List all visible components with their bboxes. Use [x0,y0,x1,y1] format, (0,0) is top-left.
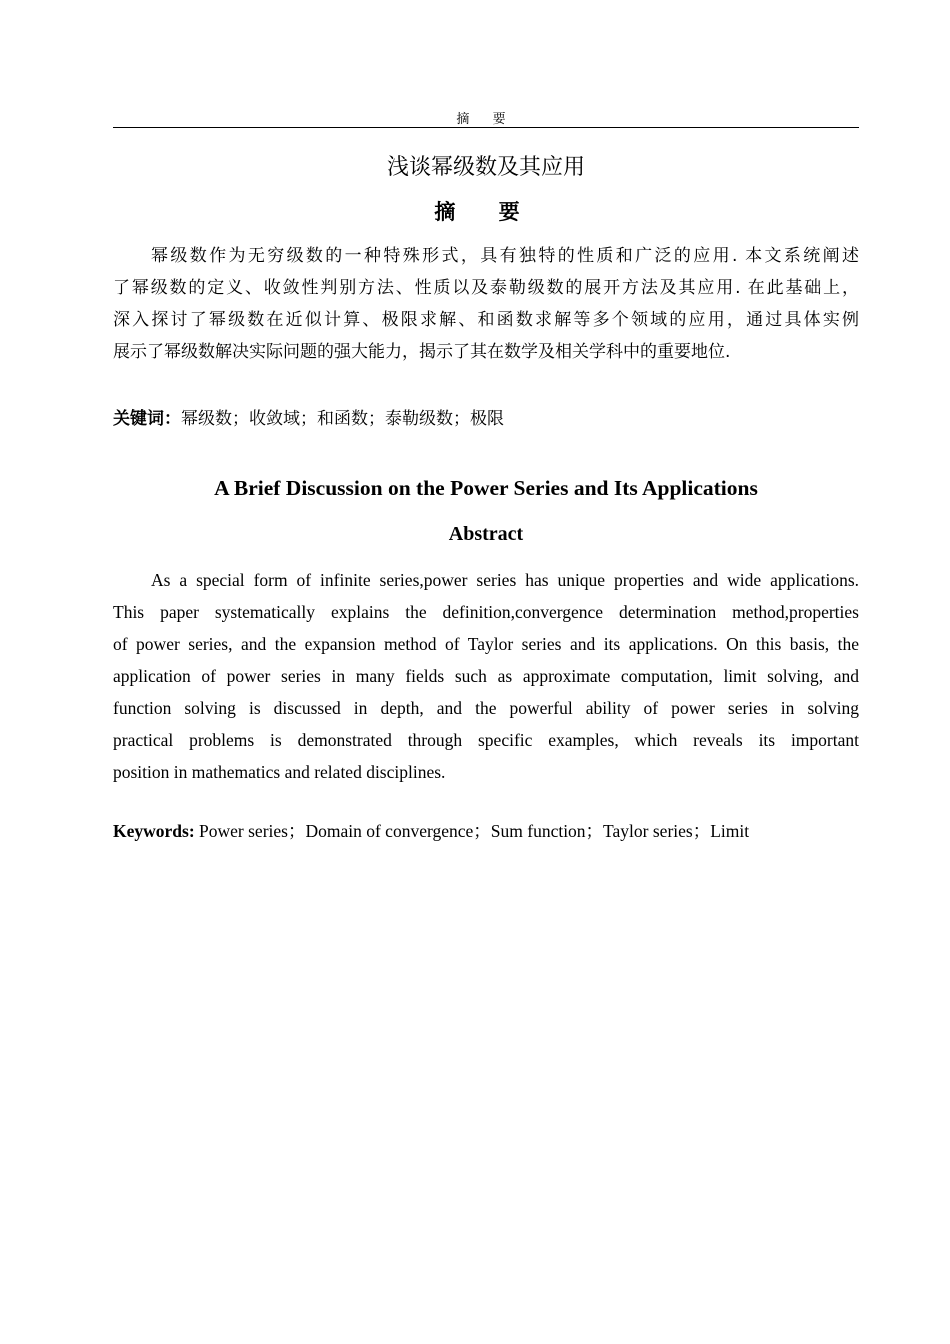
abstract-line: of power series, and the expansion method of Taylor series and its applications. On this basis, the [113,634,859,654]
english-title: A Brief Discussion on the Power Series and Its Applications [214,476,758,500]
abstract-line: position in mathematics and related disciplines. [113,762,446,782]
abstract-line: 幂级数作为无穷级数的一种特殊形式，具有独特的性质和广泛的应用. 本文系统阐述 [151,246,859,266]
chinese-abstract-heading: 摘 要 [434,200,538,224]
english-keywords [113,818,859,843]
keywords-text: Power series；Domain of convergence；Sum function；Taylor series；Limit [199,821,750,841]
abstract-line: practical problems is demonstrated through specific examples, which reveals its important [113,730,859,750]
abstract-line: function solving is discussed in depth, and the powerful ability of power series in solving [113,698,859,718]
keywords-text: 幂级数；收敛域；和函数；泰勒级数；极限 [181,409,504,429]
abstract-line: This paper systematically explains the definition,convergence determination method,properties [113,602,859,622]
abstract-line: application of power series in many fields such as approximate computation, limit solving, and [113,666,859,686]
english-abstract-body [113,564,859,788]
keywords-label: Keywords: [113,821,200,841]
running-header: 摘 要 [456,111,516,126]
abstract-line: As a special form of infinite series,power series has unique properties and wide applications. [151,570,859,590]
chinese-title: 浅谈幂级数及其应用 [386,155,585,180]
abstract-line: 了幂级数的定义、收敛性判别方法、性质以及泰勒级数的展开方法及其应用. 在此基础上， [113,278,859,298]
abstract-line: 深入探讨了幂级数在近似计算、极限求解、和函数求解等多个领域的应用，通过具体实例 [113,310,859,330]
abstract-line: 展示了幂级数解决实际问题的强大能力，揭示了其在数学及相关学科中的重要地位. [113,342,731,362]
keywords-label: 关键词： [113,409,181,429]
chinese-keywords [113,404,859,429]
english-abstract-heading: Abstract [448,523,524,545]
header-rule [113,127,859,128]
chinese-abstract-body [113,240,859,368]
